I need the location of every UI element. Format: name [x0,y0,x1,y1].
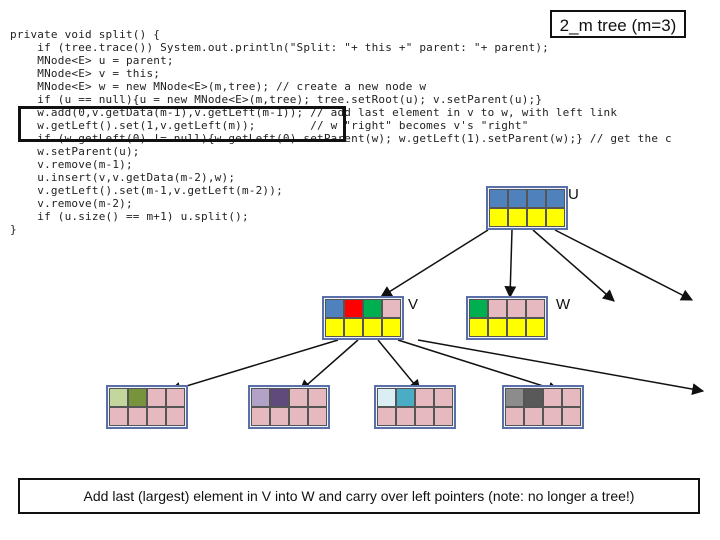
slide-title: 2_m tree (m=3) [550,10,686,38]
data-cell [526,299,545,318]
link-cell [507,318,526,337]
link-cell [508,208,527,227]
node-w [466,296,571,340]
child-node-4 [502,385,584,429]
link-cell [562,407,581,426]
data-cell [363,299,382,318]
data-cell [488,299,507,318]
node-u [486,186,579,230]
data-cell [507,299,526,318]
link-cell [377,407,396,426]
data-cell [147,388,166,407]
data-cell [251,388,270,407]
code-line: if (tree.trace()) System.out.println("Split: "+ this +" parent: "+ parent); [10,41,549,54]
link-cell [396,407,415,426]
data-cell [469,299,488,318]
data-cell [543,388,562,407]
code-line: w.add(0,v.getData(m-1),v.getLeft(m-1)); // add last element in v to w, with left link [10,106,618,119]
child-node-2 [248,385,330,429]
link-cell [270,407,289,426]
data-cell [377,388,396,407]
data-cell [396,388,415,407]
link-cell [109,407,128,426]
link-cell [166,407,185,426]
data-cell [128,388,147,407]
pointer-arrow [300,340,358,391]
pointer-arrow [418,340,703,391]
code-line: w.getLeft().set(1,v.getLeft(m)); // w "right" becomes v's "right" [10,119,529,132]
link-cell [325,318,344,337]
data-cell [166,388,185,407]
caption: Add last (largest) element in V into W and carry over left pointers (note: no longer a tree!) [18,478,700,514]
code-line: if (u.size() == m+1) u.split(); [10,210,249,223]
pointer-arrow [555,230,692,300]
child-node-3 [374,385,456,429]
code-line: MNode<E> u = parent; [10,54,174,67]
link-cell [524,407,543,426]
link-cell [344,318,363,337]
link-cell [505,407,524,426]
link-cell [543,407,562,426]
code-line: if (u == null){u = new MNode<E>(m,tree); tree.setRoot(u); v.setParent(u);} [10,93,543,106]
pointer-arrow [510,230,512,297]
node-label: U [568,186,579,203]
link-cell [527,208,546,227]
data-cell [562,388,581,407]
link-cell [363,318,382,337]
code-line: } [10,223,17,236]
data-cell [508,189,527,208]
code-line: private void split() { [10,28,161,41]
pointer-arrow [170,340,338,391]
data-cell [109,388,128,407]
link-cell [147,407,166,426]
data-cell [308,388,327,407]
data-cell [505,388,524,407]
node-label: V [408,296,419,313]
data-cell [415,388,434,407]
link-cell [382,318,401,337]
data-cell [434,388,453,407]
link-cell [546,208,565,227]
link-cell [526,318,545,337]
data-cell [524,388,543,407]
child-node-1 [106,385,188,429]
code-line: v.getLeft().set(m-1,v.getLeft(m-2)); [10,184,283,197]
link-cell [489,208,508,227]
code-line: MNode<E> w = new MNode<E>(m,tree); // create a new node w [10,80,427,93]
link-cell [488,318,507,337]
link-cell [289,407,308,426]
link-cell [308,407,327,426]
node-v [322,296,419,340]
link-cell [469,318,488,337]
node-label: W [556,296,571,313]
code-line: MNode<E> v = this; [10,67,161,80]
data-cell [270,388,289,407]
data-cell [546,189,565,208]
code-line: if (w.getLeft(0) != null){w.getLeft(0).setParent(w); w.getLeft(1).setParent(w);} // get the c [10,132,672,145]
pointer-arrow [533,230,614,301]
code-line: w.setParent(u); [10,145,140,158]
data-cell [289,388,308,407]
link-cell [251,407,270,426]
code-line: v.remove(m-1); [10,158,133,171]
link-cell [128,407,147,426]
code-line: v.remove(m-2); [10,197,133,210]
pointer-arrow [381,230,488,297]
data-cell [325,299,344,318]
data-cell [382,299,401,318]
code-line: u.insert(v,v.getData(m-2),w); [10,171,236,184]
link-cell [415,407,434,426]
data-cell [527,189,546,208]
data-cell [344,299,363,318]
link-cell [434,407,453,426]
pointer-arrow [398,340,559,391]
pointer-arrow [378,340,420,391]
data-cell [489,189,508,208]
